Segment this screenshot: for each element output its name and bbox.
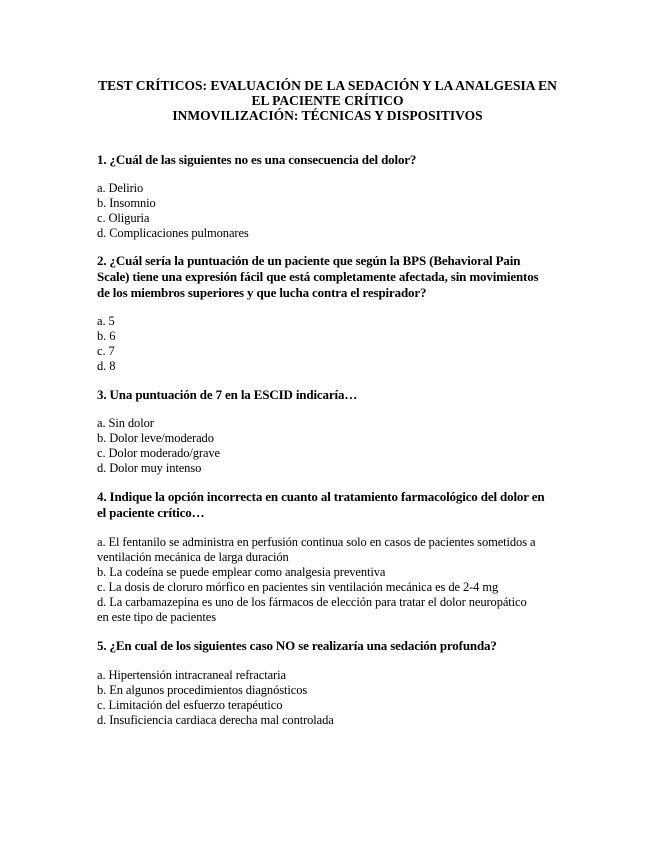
- question-4: [97, 489, 567, 521]
- answers-2: [97, 314, 567, 374]
- question-line: 2. ¿Cuál sería la puntuación de un paciente que según la BPS (Behavioral Pain: [97, 253, 521, 268]
- answer-option: a. Hipertensión intracraneal refractaria: [97, 668, 286, 682]
- question-line: 5. ¿En cual de los siguientes caso NO se realizaría una sedación profunda?: [97, 638, 497, 653]
- answer-option: ventilación mecánica de larga duración: [97, 550, 289, 564]
- answers-1: [97, 181, 567, 241]
- answer-option: a. Delirio: [97, 181, 144, 195]
- question-line: 3. Una puntuación de 7 en la ESCID indicaría…: [97, 387, 358, 402]
- answer-option: c. La dosis de cloruro mórfico en pacientes sin ventilación mecánica es de 2-4 mg: [97, 580, 499, 594]
- question-3: [97, 387, 567, 403]
- question-line: de los miembros superiores y que lucha contra el respirador?: [97, 285, 427, 300]
- answer-option: en este tipo de pacientes: [97, 610, 216, 624]
- answer-option: c. 7: [97, 344, 115, 358]
- answers-3: [97, 416, 567, 476]
- question-5: [97, 638, 567, 654]
- answer-option: d. Insuficiencia cardiaca derecha mal controlada: [97, 713, 334, 727]
- document-title: [60, 78, 595, 123]
- answer-option: b. Insomnio: [97, 196, 156, 210]
- answer-option: b. Dolor leve/moderado: [97, 431, 214, 445]
- question-line: 1. ¿Cuál de las siguientes no es una consecuencia del dolor?: [97, 152, 417, 167]
- answer-option: a. Sin dolor: [97, 416, 154, 430]
- answer-option: a. El fentanilo se administra en perfusión continua solo en casos de pacientes sometidos a: [97, 535, 536, 549]
- answer-option: b. En algunos procedimientos diagnósticos: [97, 683, 308, 697]
- title-line-3: INMOVILIZACIÓN: TÉCNICAS Y DISPOSITIVOS: [172, 108, 483, 123]
- answer-option: a. 5: [97, 314, 115, 328]
- question-line: el paciente crítico…: [97, 505, 205, 520]
- answer-option: d. Dolor muy intenso: [97, 461, 202, 475]
- answer-option: d. Complicaciones pulmonares: [97, 226, 249, 240]
- answer-option: b. La codeína se puede emplear como analgesia preventiva: [97, 565, 386, 579]
- answer-option: c. Oliguria: [97, 211, 150, 225]
- question-2: [97, 253, 567, 301]
- title-line-1: TEST CRÍTICOS: EVALUACIÓN DE LA SEDACIÓN Y LA ANALGESIA EN: [98, 78, 557, 93]
- title-line-2: EL PACIENTE CRÍTICO: [251, 93, 404, 108]
- answer-option: c. Limitación del esfuerzo terapéutico: [97, 698, 283, 712]
- answer-option: b. 6: [97, 329, 116, 343]
- answers-5: [97, 668, 567, 728]
- answer-option: c. Dolor moderado/grave: [97, 446, 220, 460]
- question-line: 4. Indique la opción incorrecta en cuanto al tratamiento farmacológico del dolor en: [97, 489, 545, 504]
- answer-option: d. La carbamazepina es uno de los fármacos de elección para tratar el dolor neuropático: [97, 595, 527, 609]
- question-line: Scale) tiene una expresión fácil que está completamente afectada, sin movimientos: [97, 269, 539, 284]
- answer-option: d. 8: [97, 359, 116, 373]
- answers-4: [97, 535, 567, 625]
- question-1: [97, 152, 567, 168]
